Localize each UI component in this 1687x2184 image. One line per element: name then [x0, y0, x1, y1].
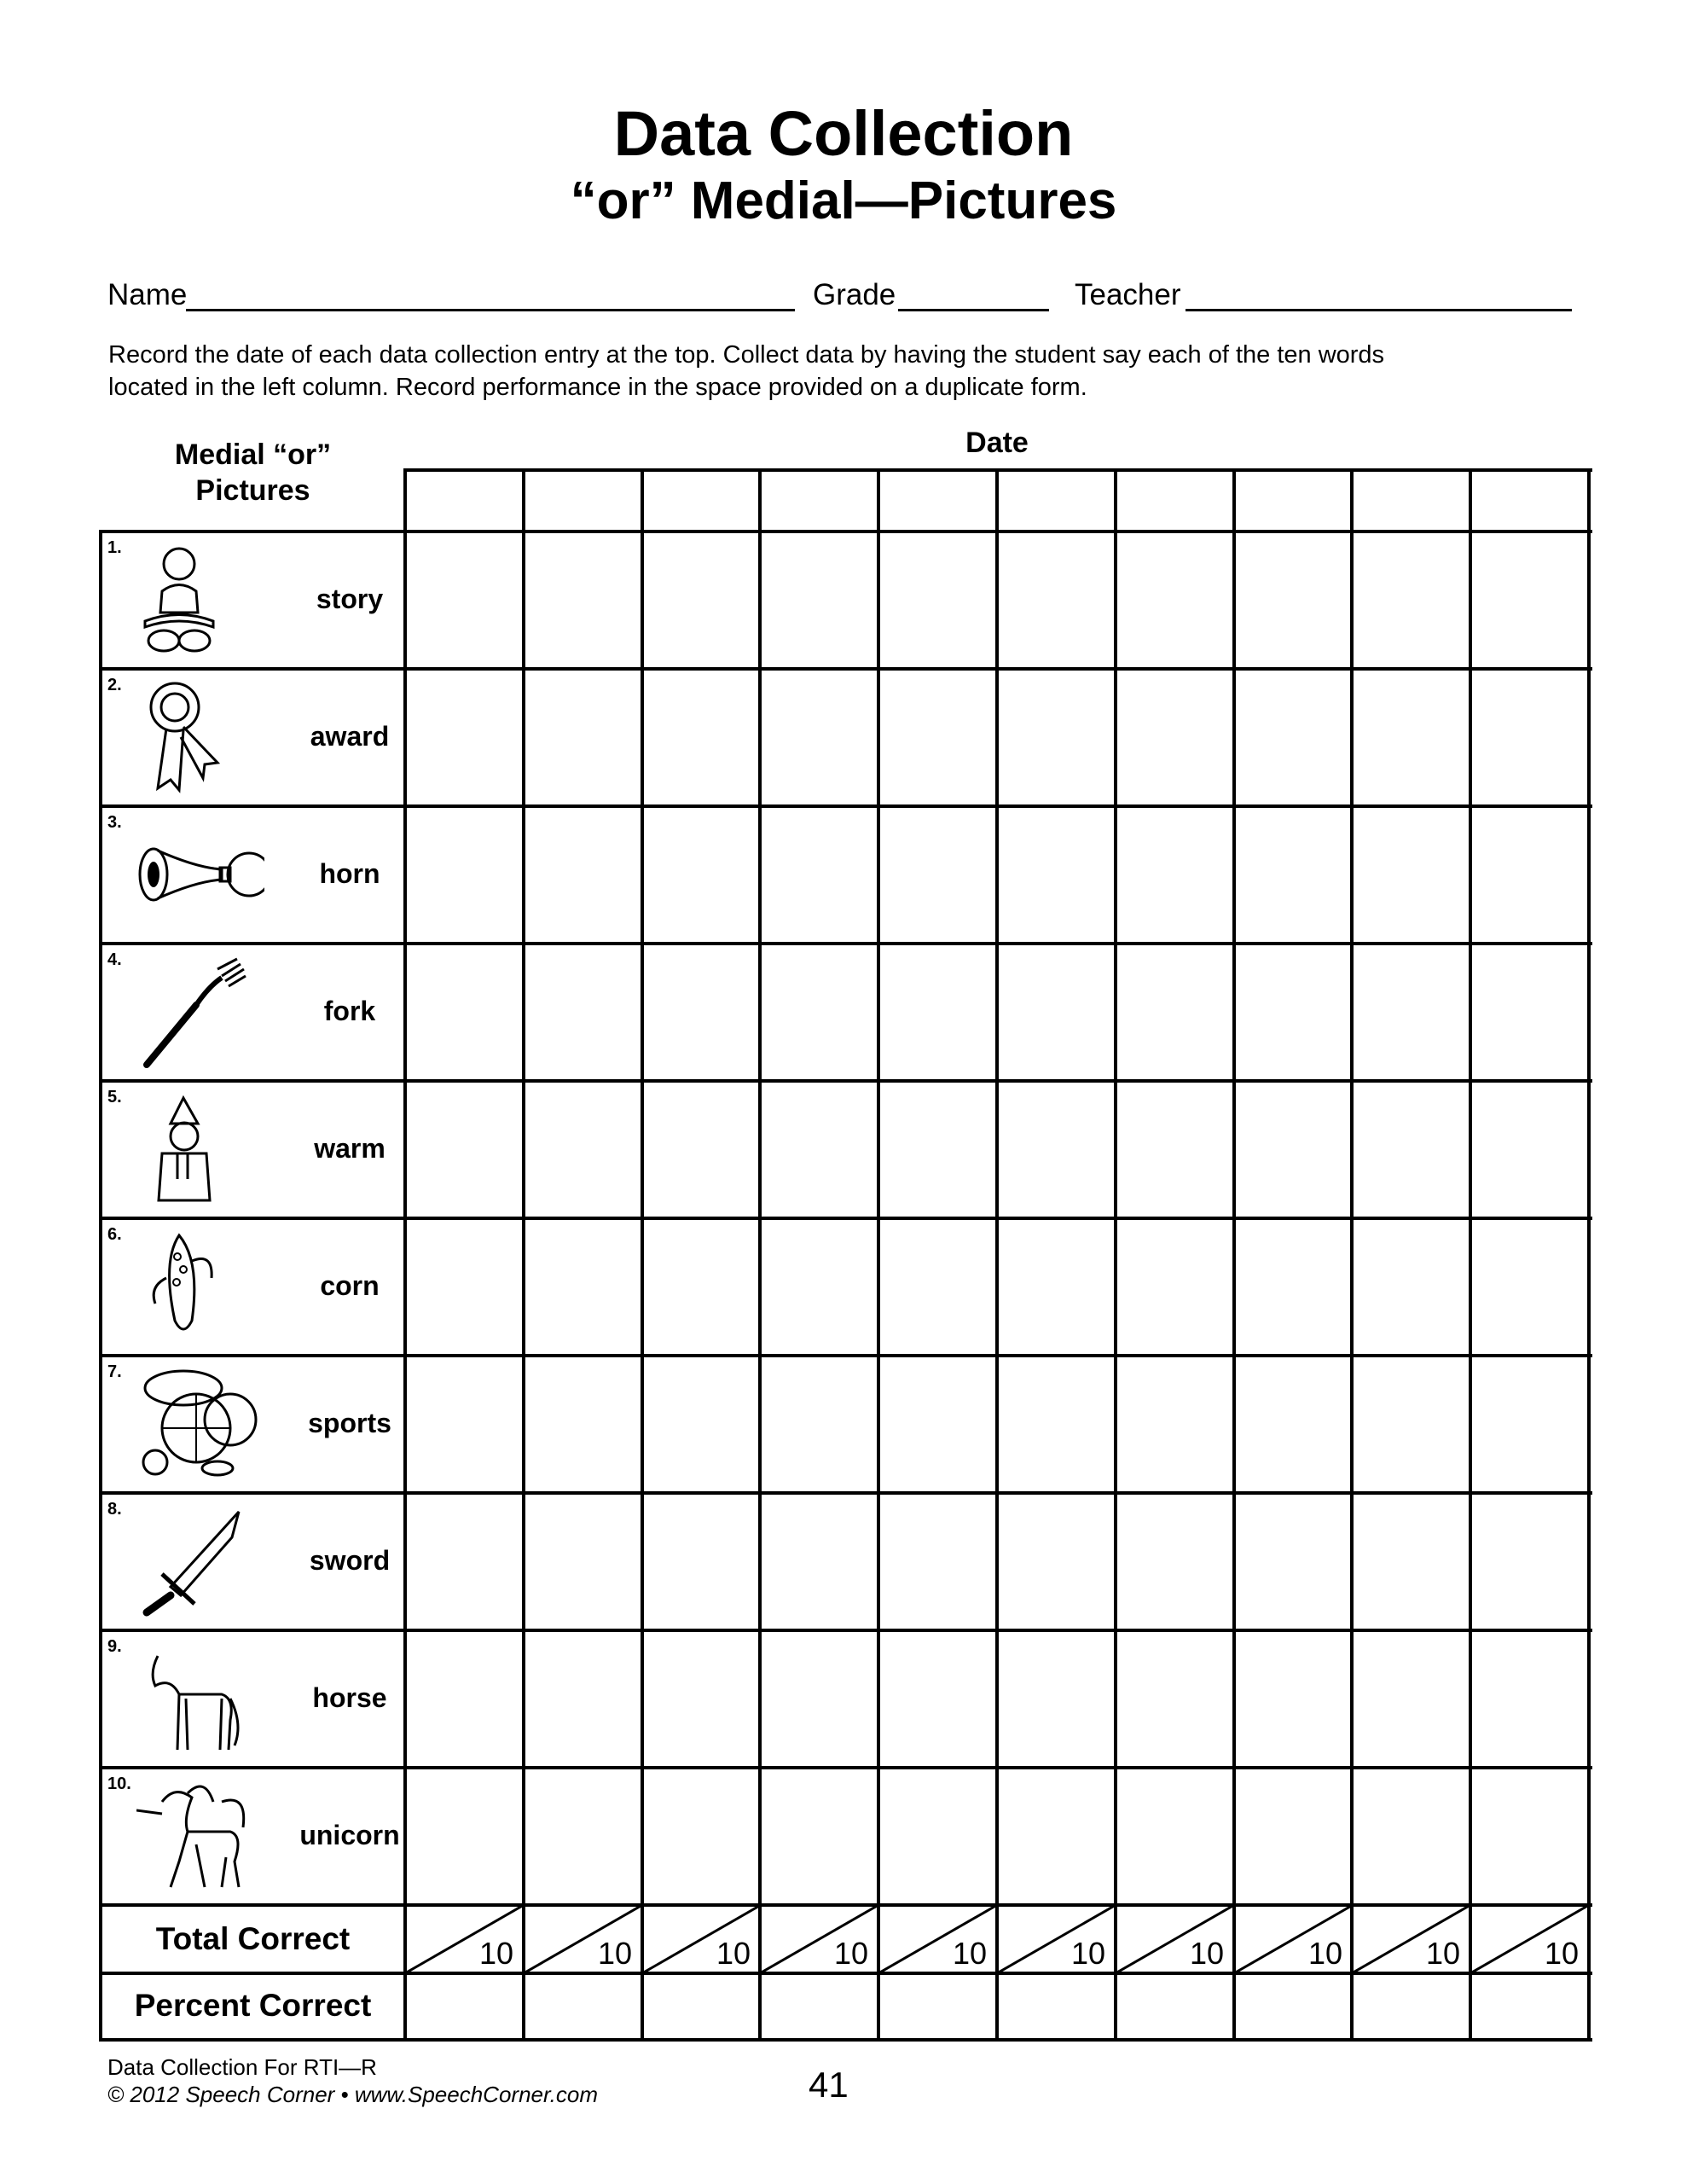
- word-row-story: [102, 533, 403, 667]
- sword-icon: [136, 1502, 264, 1625]
- response-cell[interactable]: [644, 1083, 759, 1217]
- response-cell[interactable]: [1354, 1357, 1469, 1491]
- response-cell[interactable]: [407, 533, 522, 667]
- response-cell[interactable]: [644, 1769, 759, 1903]
- word-row-warm: [102, 1083, 403, 1217]
- response-cell[interactable]: [999, 1083, 1114, 1217]
- item-number: 2.: [107, 676, 122, 694]
- response-cell[interactable]: [407, 1769, 522, 1903]
- response-cell[interactable]: [999, 1220, 1114, 1354]
- percent-correct-cell[interactable]: [525, 1975, 641, 2038]
- page-title: Data Collection: [613, 98, 1074, 169]
- response-cell[interactable]: [644, 671, 759, 804]
- total-denominator: 10: [1425, 1936, 1460, 1971]
- response-cell[interactable]: [644, 1357, 759, 1491]
- response-cell[interactable]: [1236, 533, 1351, 667]
- response-cell[interactable]: [525, 1769, 641, 1903]
- item-number: 3.: [107, 813, 122, 832]
- word-row-corn: [102, 1220, 403, 1354]
- total-denominator: 10: [833, 1936, 868, 1971]
- response-cell[interactable]: [1236, 671, 1351, 804]
- response-cell[interactable]: [880, 1769, 995, 1903]
- response-cell[interactable]: [407, 1495, 522, 1629]
- response-cell[interactable]: [1472, 533, 1587, 667]
- child-winter-clothes-icon: [136, 1089, 264, 1213]
- item-word: warm: [314, 1132, 386, 1164]
- item-word: unicorn: [299, 1819, 400, 1850]
- response-cell[interactable]: [880, 1220, 995, 1354]
- percent-correct-label: Percent Correct: [134, 1988, 372, 2023]
- response-cell[interactable]: [1117, 1495, 1232, 1629]
- instructions-line-2: located in the left column. Record performance in the space provided on a duplicate form.: [108, 374, 1087, 401]
- date-cell[interactable]: [407, 472, 522, 530]
- response-cell[interactable]: [880, 533, 995, 667]
- corn-cob-icon: [136, 1227, 264, 1350]
- response-cell[interactable]: [1354, 808, 1469, 942]
- item-word: award: [310, 720, 390, 752]
- response-cell[interactable]: [407, 808, 522, 942]
- percent-correct-cell[interactable]: [762, 1975, 877, 2038]
- response-cell[interactable]: [525, 1083, 641, 1217]
- left-column-header-line-2: Pictures: [195, 474, 310, 507]
- total-denominator: 10: [716, 1936, 751, 1971]
- response-cell[interactable]: [644, 1220, 759, 1354]
- percent-correct-cell[interactable]: [999, 1975, 1114, 2038]
- response-cell[interactable]: [644, 1495, 759, 1629]
- response-cell[interactable]: [1117, 671, 1232, 804]
- response-cell[interactable]: [644, 945, 759, 1079]
- date-cell[interactable]: [1236, 472, 1351, 530]
- response-cell[interactable]: [1117, 808, 1232, 942]
- response-cell[interactable]: [1472, 1632, 1587, 1766]
- response-cell[interactable]: [1236, 1083, 1351, 1217]
- word-row-sword: [102, 1495, 403, 1629]
- item-number: 10.: [107, 1774, 131, 1793]
- fork-icon: [136, 952, 264, 1076]
- total-correct-cell[interactable]: [524, 1905, 642, 1973]
- response-cell[interactable]: [999, 1357, 1114, 1491]
- response-cell[interactable]: [999, 671, 1114, 804]
- total-denominator: 10: [952, 1936, 987, 1971]
- response-cell[interactable]: [762, 1083, 877, 1217]
- percent-correct-cell[interactable]: [407, 1975, 522, 2038]
- grid-line: [1587, 468, 1591, 2042]
- response-cell[interactable]: [1117, 1357, 1232, 1491]
- total-correct-cell[interactable]: [1234, 1905, 1353, 1973]
- footer-book-title: Data Collection For RTI—R: [107, 2054, 377, 2080]
- item-word: sword: [309, 1544, 391, 1576]
- response-cell[interactable]: [1472, 945, 1587, 1079]
- item-number: 9.: [107, 1637, 122, 1656]
- total-correct-cell[interactable]: [760, 1905, 878, 1973]
- response-cell[interactable]: [407, 1632, 522, 1766]
- response-cell[interactable]: [880, 1357, 995, 1491]
- response-cell[interactable]: [407, 671, 522, 804]
- item-word: horse: [312, 1682, 387, 1713]
- response-cell[interactable]: [762, 671, 877, 804]
- footer-copyright: © 2012 Speech Corner • www.SpeechCorner.com: [107, 2082, 599, 2107]
- item-number: 1.: [107, 538, 122, 557]
- response-cell[interactable]: [1472, 1083, 1587, 1217]
- response-cell[interactable]: [999, 533, 1114, 667]
- response-cell[interactable]: [644, 1632, 759, 1766]
- response-cell[interactable]: [407, 1220, 522, 1354]
- response-cell[interactable]: [1472, 1769, 1587, 1903]
- word-row-sports: [102, 1357, 403, 1491]
- total-correct-cell[interactable]: [1116, 1905, 1234, 1973]
- percent-correct-cell[interactable]: [880, 1975, 995, 2038]
- response-cell[interactable]: [525, 533, 641, 667]
- item-word: sports: [308, 1407, 391, 1438]
- response-cell[interactable]: [1354, 671, 1469, 804]
- response-cell[interactable]: [1354, 533, 1469, 667]
- response-cell[interactable]: [1236, 1632, 1351, 1766]
- left-column-header-line-1: Medial “or”: [174, 439, 332, 471]
- teacher-label: Teacher: [1075, 278, 1181, 311]
- percent-correct-cell[interactable]: [1472, 1975, 1587, 2038]
- response-cell[interactable]: [644, 533, 759, 667]
- date-cell[interactable]: [644, 472, 759, 530]
- sports-balls-icon: [136, 1364, 264, 1488]
- item-number: 5.: [107, 1088, 122, 1107]
- total-correct-cell[interactable]: [997, 1905, 1116, 1973]
- date-cell[interactable]: [1117, 472, 1232, 530]
- response-cell[interactable]: [999, 945, 1114, 1079]
- date-cell[interactable]: [880, 472, 995, 530]
- total-denominator: 10: [478, 1936, 513, 1971]
- response-cell[interactable]: [1117, 1083, 1232, 1217]
- response-cell[interactable]: [880, 945, 995, 1079]
- response-cell[interactable]: [762, 1220, 877, 1354]
- response-cell[interactable]: [407, 1357, 522, 1491]
- response-cell[interactable]: [525, 1495, 641, 1629]
- bulb-horn-icon: [136, 815, 264, 938]
- total-denominator: 10: [597, 1936, 632, 1971]
- item-word: horn: [319, 857, 380, 889]
- total-correct-cell[interactable]: [642, 1905, 761, 1973]
- response-cell[interactable]: [880, 1083, 995, 1217]
- response-cell[interactable]: [880, 1495, 995, 1629]
- response-cell[interactable]: [1354, 1632, 1469, 1766]
- response-cell[interactable]: [1472, 1220, 1587, 1354]
- response-cell[interactable]: [525, 808, 641, 942]
- response-cell[interactable]: [1472, 808, 1587, 942]
- date-cell[interactable]: [999, 472, 1114, 530]
- word-row-horn: [102, 808, 403, 942]
- response-cell[interactable]: [762, 1495, 877, 1629]
- date-cell[interactable]: [1472, 472, 1587, 530]
- response-cell[interactable]: [880, 808, 995, 942]
- page-subtitle: “or” Medial—Pictures: [570, 171, 1117, 230]
- response-cell[interactable]: [999, 1495, 1114, 1629]
- total-correct-cell[interactable]: [878, 1905, 997, 1973]
- response-cell[interactable]: [1117, 945, 1232, 1079]
- response-cell[interactable]: [1354, 1083, 1469, 1217]
- response-cell[interactable]: [1117, 1632, 1232, 1766]
- instructions-line-1: Record the date of each data collection entry at the top. Collect data by having the student say each of the ten words: [108, 341, 1385, 369]
- response-cell[interactable]: [1354, 1220, 1469, 1354]
- grid-line: [101, 2038, 1592, 2042]
- item-word: fork: [323, 995, 376, 1026]
- response-cell[interactable]: [762, 1769, 877, 1903]
- item-number: 7.: [107, 1362, 122, 1381]
- item-number: 8.: [107, 1500, 122, 1519]
- response-cell[interactable]: [762, 1632, 877, 1766]
- teacher-field[interactable]: [1186, 309, 1572, 311]
- horse-icon: [136, 1639, 264, 1763]
- response-cell[interactable]: [525, 1357, 641, 1491]
- response-cell[interactable]: [407, 945, 522, 1079]
- total-denominator: 10: [1189, 1936, 1224, 1971]
- total-denominator: 10: [1544, 1936, 1579, 1971]
- unicorn-icon: [136, 1776, 264, 1900]
- response-cell[interactable]: [1117, 1769, 1232, 1903]
- response-cell[interactable]: [880, 1632, 995, 1766]
- item-number: 6.: [107, 1225, 122, 1244]
- response-cell[interactable]: [1236, 808, 1351, 942]
- response-cell[interactable]: [525, 1632, 641, 1766]
- response-cell[interactable]: [762, 808, 877, 942]
- response-cell[interactable]: [999, 1632, 1114, 1766]
- response-cell[interactable]: [762, 533, 877, 667]
- response-cell[interactable]: [1354, 1495, 1469, 1629]
- response-cell[interactable]: [1236, 1769, 1351, 1903]
- grade-label: Grade: [813, 278, 896, 311]
- percent-correct-cell[interactable]: [644, 1975, 759, 2038]
- percent-correct-cell[interactable]: [1236, 1975, 1351, 2038]
- name-field[interactable]: [186, 309, 795, 311]
- response-cell[interactable]: [1117, 1220, 1232, 1354]
- response-cell[interactable]: [880, 671, 995, 804]
- total-correct-cell[interactable]: [1352, 1905, 1470, 1973]
- date-cell[interactable]: [762, 472, 877, 530]
- child-reading-book-icon: [136, 540, 264, 664]
- item-number: 4.: [107, 950, 122, 969]
- response-cell[interactable]: [762, 1357, 877, 1491]
- word-row-unicorn: [102, 1769, 403, 1903]
- response-cell[interactable]: [762, 945, 877, 1079]
- ribbon-award-icon: [136, 677, 264, 801]
- name-label: Name: [107, 278, 188, 311]
- response-cell[interactable]: [1236, 1495, 1351, 1629]
- total-denominator: 10: [1070, 1936, 1105, 1971]
- response-cell[interactable]: [407, 1083, 522, 1217]
- date-cell[interactable]: [525, 472, 641, 530]
- response-cell[interactable]: [999, 1769, 1114, 1903]
- total-correct-label: Total Correct: [155, 1921, 351, 1956]
- total-correct-cell[interactable]: [1470, 1905, 1589, 1973]
- response-cell[interactable]: [1472, 671, 1587, 804]
- response-cell[interactable]: [525, 945, 641, 1079]
- response-cell[interactable]: [1117, 533, 1232, 667]
- page-number: 41: [809, 2065, 849, 2105]
- item-word: story: [316, 583, 384, 614]
- response-cell[interactable]: [644, 808, 759, 942]
- response-cell[interactable]: [1236, 1220, 1351, 1354]
- response-cell[interactable]: [1236, 1357, 1351, 1491]
- total-denominator: 10: [1307, 1936, 1342, 1971]
- percent-correct-cell[interactable]: [1354, 1975, 1469, 2038]
- percent-correct-cell[interactable]: [1117, 1975, 1232, 2038]
- response-cell[interactable]: [999, 808, 1114, 942]
- date-cell[interactable]: [1354, 472, 1469, 530]
- response-cell[interactable]: [525, 1220, 641, 1354]
- response-cell[interactable]: [1472, 1357, 1587, 1491]
- response-cell[interactable]: [1354, 945, 1469, 1079]
- word-row-fork: [102, 945, 403, 1079]
- response-cell[interactable]: [1354, 1769, 1469, 1903]
- date-header: Date: [965, 427, 1029, 459]
- total-correct-cell[interactable]: [405, 1905, 524, 1973]
- response-cell[interactable]: [525, 671, 641, 804]
- response-cell[interactable]: [1236, 945, 1351, 1079]
- item-word: corn: [320, 1269, 380, 1301]
- word-row-horse: [102, 1632, 403, 1766]
- grade-field[interactable]: [898, 309, 1049, 311]
- word-row-award: [102, 671, 403, 804]
- response-cell[interactable]: [1472, 1495, 1587, 1629]
